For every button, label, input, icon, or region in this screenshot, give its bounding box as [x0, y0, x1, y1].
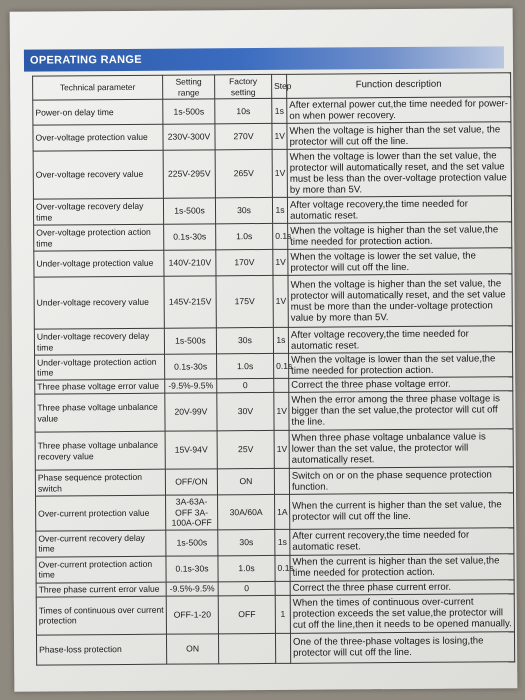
cell-factory: 265V [215, 150, 272, 198]
cell-parameter: Over-current protection value [36, 495, 166, 531]
cell-range: 1s-500s [164, 328, 216, 354]
cell-parameter: Over-voltage recovery delay time [33, 198, 163, 225]
cell-description: When the voltage is lower the set value, the protector will cut off the line. [288, 248, 512, 276]
table-row [35, 391, 513, 432]
cell-parameter: Over-voltage protection action time [34, 224, 164, 251]
cell-factory: 0 [218, 581, 275, 595]
cell-step [274, 379, 289, 393]
cell-description: When the voltage is lower than the set value,the time needed for protection action. [289, 352, 513, 379]
table-row [33, 122, 511, 151]
table-row [36, 594, 514, 635]
section-title: OPERATING RANGE [24, 46, 504, 71]
cell-factory [218, 633, 275, 663]
cell-range: 0.1s-30s [166, 556, 218, 582]
cell-parameter: Under-voltage protection action time [35, 354, 165, 380]
table-row [36, 528, 514, 557]
cell-step: 1V [273, 276, 288, 328]
cell-range: ON [166, 634, 218, 664]
cell-parameter: Power-on delay time [33, 99, 163, 125]
cell-range: OFF/ON [165, 469, 217, 495]
table-row [35, 467, 513, 496]
cell-parameter: Three phase current error value [36, 582, 166, 597]
table-row [33, 97, 511, 125]
cell-step: 1s [272, 198, 287, 224]
cell-description: Correct the three phase current error. [290, 580, 514, 596]
cell-description: After voltage recovery,the time needed for automatic reset. [288, 326, 512, 354]
cell-description: When the voltage is higher than the set value, the protector will automatically reset, and the set value must be more than the under-voltage protection value by more than 5V. [288, 274, 512, 328]
cell-description: After external power cut,the time needed for power-on when power recovery. [287, 97, 511, 124]
cell-description: When the voltage is higher than the set value,the time needed for protection action. [288, 222, 512, 250]
cell-factory: ON [217, 469, 274, 495]
cell-factory: 30s [216, 328, 273, 354]
cell-factory: 30s [215, 198, 272, 224]
cell-range: 230V-300V [163, 124, 215, 150]
cell-step: 1V [274, 431, 289, 469]
table-row [34, 326, 512, 355]
cell-step: 1s [275, 529, 290, 555]
cell-description: Switch on or on the phase sequence protection function. [289, 467, 513, 495]
cell-factory: 30A/60A [218, 495, 275, 530]
cell-parameter: Three phase voltage unbalance value [35, 393, 165, 432]
cell-range: 225V-295V [163, 150, 215, 198]
cell-description: When the current is higher than the set value,the time needed for protection action. [290, 554, 514, 582]
cell-description: One of the three-phase voltages is losing,the protector will cut off the line. [290, 632, 514, 664]
cell-step: 0.1s [275, 555, 290, 581]
cell-parameter: Phase-loss protection [36, 634, 166, 665]
cell-factory: 30V [217, 393, 274, 431]
cell-description: When the voltage is higher than the set value, the protector will cut off the line. [287, 122, 511, 150]
header-step: Step [272, 74, 287, 98]
cell-range: -9.5%-9.5% [166, 582, 218, 596]
cell-factory: 0 [217, 379, 274, 393]
cell-range: 0.1s-30s [164, 224, 216, 250]
cell-range: 1s-500s [163, 99, 215, 124]
cell-range: OFF-1-20 [166, 596, 218, 634]
cell-parameter: Over-voltage recovery value [33, 150, 163, 199]
header-factory-setting: Factory setting [215, 74, 272, 99]
table-row [36, 632, 514, 665]
table-row [36, 554, 514, 583]
cell-range: 15V-94V [165, 431, 217, 469]
cell-factory: 1.0s [216, 224, 273, 250]
table-row [34, 248, 512, 277]
cell-description: Correct the three phase voltage error. [289, 377, 513, 393]
cell-description: When the voltage is lower than the set value, the protector will automatically reset, and the set value must be less than the over-voltage protection value by more than 5V. [287, 148, 511, 198]
cell-step: 1 [275, 595, 290, 633]
cell-factory: 1.0s [217, 354, 274, 379]
cell-description: When the current is higher than the set value, the protector will cut off the line. [290, 493, 514, 529]
cell-step: 0.1s [273, 224, 288, 250]
cell-step [274, 469, 289, 495]
table-row [33, 196, 511, 225]
cell-description: When the times of continuous over-current protection exceeds the set value,the protector will cut off the line,then it needs to be opened manually. [290, 594, 514, 634]
cell-factory: 175V [216, 276, 273, 328]
cell-factory: 25V [217, 431, 274, 469]
cell-parameter: Over-current protection action time [36, 556, 166, 583]
table-row [35, 429, 513, 470]
table-row [34, 222, 512, 251]
cell-step: 1A [275, 495, 290, 530]
cell-step [275, 633, 290, 663]
cell-parameter: Three phase voltage unbalance recovery value [35, 431, 165, 470]
paper-sheet [10, 8, 518, 691]
cell-parameter: Times of continuous over current protection [36, 596, 166, 635]
cell-factory: 270V [215, 124, 272, 150]
cell-range: 0.1s-30s [165, 354, 217, 379]
cell-range: -9.5%-9.5% [165, 379, 217, 393]
cell-factory: 170V [216, 250, 273, 276]
cell-parameter: Three phase voltage error value [35, 379, 165, 394]
cell-step: 1V [273, 250, 288, 276]
table-row [35, 352, 513, 380]
cell-step: 1s [272, 99, 287, 124]
header-description: Function description [287, 73, 511, 99]
cell-parameter: Phase sequence protection switch [35, 469, 165, 496]
cell-range: 1s-500s [163, 198, 215, 224]
cell-step: 1s [273, 328, 288, 354]
cell-description: After current recovery,the time needed for automatic reset. [290, 528, 514, 556]
cell-step: 1V [274, 393, 289, 431]
table-row [36, 493, 514, 531]
cell-range: 145V-215V [164, 276, 216, 328]
cell-parameter: Under-voltage recovery delay time [34, 328, 164, 355]
cell-description: When three phase voltage unbalance value is lower than the set value, the protector will automatically reset. [289, 429, 513, 469]
cell-range: 1s-500s [166, 530, 218, 556]
cell-range: 3A-63A-OFF 3A-100A-OFF [166, 495, 218, 530]
cell-range: 140V-210V [164, 250, 216, 276]
cell-factory: 10s [215, 99, 272, 124]
table-header-row [33, 73, 511, 101]
cell-parameter: Over-voltage protection value [33, 124, 163, 151]
cell-parameter: Over-current recovery delay time [36, 530, 166, 557]
cell-step: 1V [272, 124, 287, 150]
cell-description: When the error among the three phase voltage is bigger than the set value,the protector will cut off the line. [289, 391, 513, 431]
table-row [34, 274, 512, 329]
header-setting-range: Setting range [163, 75, 215, 100]
cell-parameter: Under-voltage protection value [34, 250, 164, 277]
header-parameter: Technical parameter [33, 75, 163, 100]
operating-range-table [32, 72, 515, 665]
cell-range: 20V-99V [165, 393, 217, 431]
cell-step: 0.1s [274, 354, 289, 379]
cell-step: 1V [272, 150, 287, 198]
cell-description: After voltage recovery,the time needed for automatic reset. [287, 196, 511, 224]
cell-step [275, 581, 290, 595]
cell-parameter: Under-voltage recovery value [34, 276, 164, 329]
cell-factory: 1.0s [218, 555, 275, 581]
cell-factory: OFF [218, 595, 275, 633]
cell-factory: 30s [218, 529, 275, 555]
table-row [33, 148, 511, 199]
